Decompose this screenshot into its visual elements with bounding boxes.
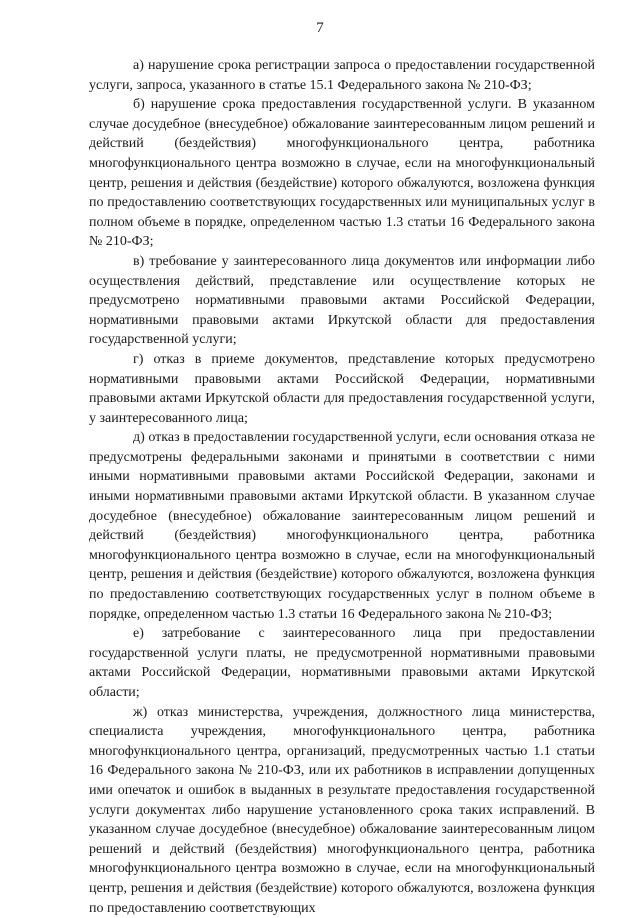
- paragraph-v: в) требование у заинтересованного лица документов или информации либо осуществления действий, представление или осуществление которых не предусмотрено нормативными правовыми актами Российской Федерации, нормативными правовыми актами Иркутской области для предоставления государственной услуги;: [89, 253, 595, 348]
- paragraph-b: б) нарушение срока предоставления государственной услуги. В указанном случае досудебное (внесудебное) обжалование заинтересованным лицом решений и действий (бездействия) многофункционального центра, работника многофункционального центра возможно в случае, если на многофункциональный центр, решения и действия (бездействие) которого обжалуются, возложена функция по предоставлению соответствующих государственных или муниципальных услуг в полном объеме в порядке, определенном частью 1.3 статьи 16 Федерального закона № 210-ФЗ;: [89, 97, 595, 250]
- paragraph-g: г) отказ в приеме документов, представление которых предусмотрено нормативными правовыми актами Российской Федерации, нормативными правовыми актами Иркутской области для предоставления государственной услуги, у заинтересованного лица;: [89, 351, 595, 426]
- paragraph-d: д) отказ в предоставлении государственной услуги, если основания отказа не предусмотрены федеральными законами и принятыми в соответствии с ними иными нормативными правовыми актами Российской Федерации, законами и иными нормативными правовыми актами Иркутской области. В указанном случае досудебное (внесудебное) обжалование заинтересованным лицом решений и действий (бездействия) многофункционального центра, работника многофункционального центра возможно в случае, если на многофункциональный центр, решения и действия (бездействие) которого обжалуются, возложена функция по предоставлению соответствующих государственных услуг в полном объеме в порядке, определенном частью 1.3 статьи 16 Федерального закона № 210-ФЗ;: [89, 430, 595, 622]
- document-body: [89, 56, 595, 918]
- page-number: 7: [316, 20, 324, 36]
- paragraph-zh: ж) отказ министерства, учреждения, должностного лица министерства, специалиста учреждения, многофункционального центра, работника многофункционального центра, организаций, предусмотренных частью 1.1 статьи 16 Федерального закона № 210-ФЗ, или их работников в исправлении допущенных ими опечаток и ошибок в выданных в результате предоставления государственной услуги документах либо нарушение установленного срока таких исправлений. В указанном случае досудебное (внесудебное) обжалование заинтересованным лицом решений и действий (бездействия) многофункционального центра, работника многофункционального центра возможно в случае, если на многофункциональный центр, решения и действия (бездействие) которого обжалуются, возложена функция по предоставлению соответствующих: [89, 704, 595, 916]
- paragraph-e: е) затребование с заинтересованного лица при предоставлении государственной услуги платы, не предусмотренной нормативными правовыми актами Российской Федерации, нормативными правовыми актами Иркутской области;: [89, 626, 595, 700]
- paragraph-a: а) нарушение срока регистрации запроса о предоставлении государственной услуги, запроса, указанного в статье 15.1 Федерального закона № 210-ФЗ;: [89, 58, 595, 93]
